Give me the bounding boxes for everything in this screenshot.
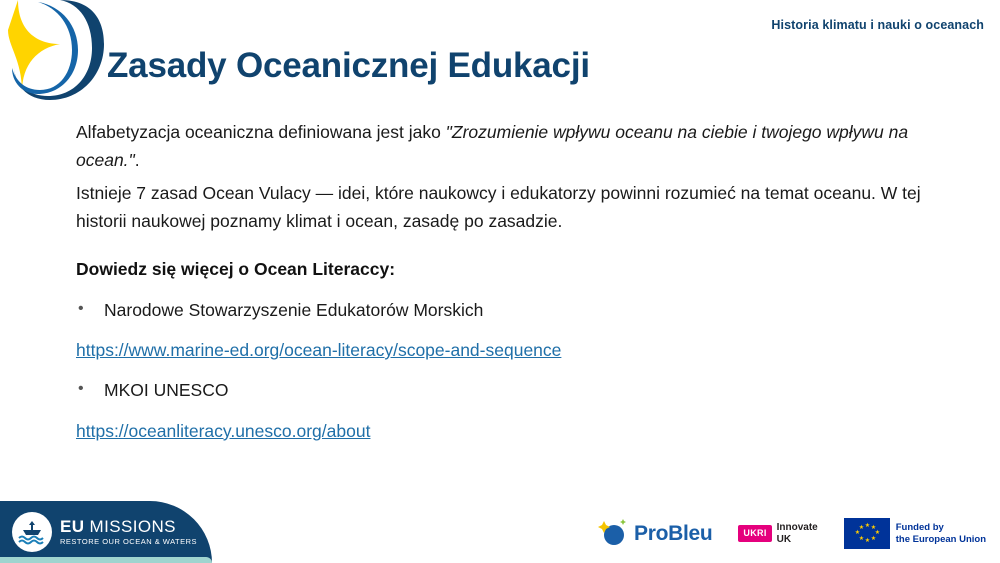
bullet-marker-icon: •: [78, 380, 84, 398]
wave-icon: [12, 512, 52, 552]
eu-flag-icon: ★ ★ ★ ★ ★ ★ ★ ★: [844, 518, 890, 549]
probleu-logo: [598, 519, 712, 549]
list-item-label: Narodowe Stowarzyszenie Edukatorów Morskich: [104, 299, 484, 320]
subheading-learn-more: Dowiedz się więcej o Ocean Literaccy:: [76, 259, 396, 280]
eu-missions-line2: RESTORE OUR OCEAN & WATERS: [60, 537, 198, 547]
page-title: Zasady Oceanicznej Edukacji: [107, 46, 590, 85]
paragraph-principles: Istnieje 7 zasad Ocean Vulacy — idei, które naukowcy i edukatorzy powinni rozumieć na temat oceanu. W tej historii naukowej poznamy klimat i ocean, zasadę po zasadzie.: [76, 182, 921, 232]
eu-missions-line1-bold: EU: [60, 516, 85, 536]
ukri-badge: UKRI: [738, 525, 771, 542]
bullet-marker-icon: •: [78, 299, 84, 317]
eu-missions-line1: [60, 518, 197, 536]
link-unesco-ocean-literacy[interactable]: https://oceanliteracy.unesco.org/about: [76, 420, 371, 441]
slide-body: [76, 118, 956, 445]
eu-missions-stripe: [0, 557, 212, 563]
list-item: [76, 296, 956, 324]
eu-missions-text: [60, 518, 197, 547]
funded-by-eu-line2: the European Union: [895, 533, 986, 545]
ocean-wave-logo-icon: [8, 0, 104, 104]
probleu-wordmark: ProBleu: [634, 521, 713, 545]
paragraph-definition: [76, 118, 956, 175]
innovate-uk-line2: UK: [776, 533, 792, 545]
probleu-mark-icon: [598, 519, 628, 549]
innovate-uk-line1: Innovate: [776, 522, 818, 533]
sponsor-logos: [598, 518, 986, 549]
funded-by-eu-text: [896, 522, 986, 546]
header-right-label: Historia klimatu i nauki o oceanach: [771, 18, 984, 32]
innovate-uk-logo: [738, 522, 817, 545]
link-marine-ed[interactable]: https://www.marine-ed.org/ocean-literacy/scope-and-sequence: [76, 340, 562, 361]
eu-missions-line1-thin: MISSIONS: [84, 516, 176, 536]
funded-by-eu-logo: [844, 518, 986, 549]
paragraph-definition-quote: "Zrozumienie wpływu oceanu na ciebie i twojego wpływu na ocean.": [76, 122, 909, 171]
eu-missions-badge: [0, 501, 212, 563]
paragraph-definition-lead: Alfabetyzacja oceaniczna definiowana jest jako: [76, 122, 446, 142]
list-item-label: MKOI UNESCO: [104, 380, 229, 401]
innovate-uk-text: [777, 522, 818, 545]
paragraph-definition-tail: .: [134, 150, 140, 171]
funded-by-eu-line1: Funded by: [895, 521, 944, 533]
list-item: [76, 376, 956, 404]
